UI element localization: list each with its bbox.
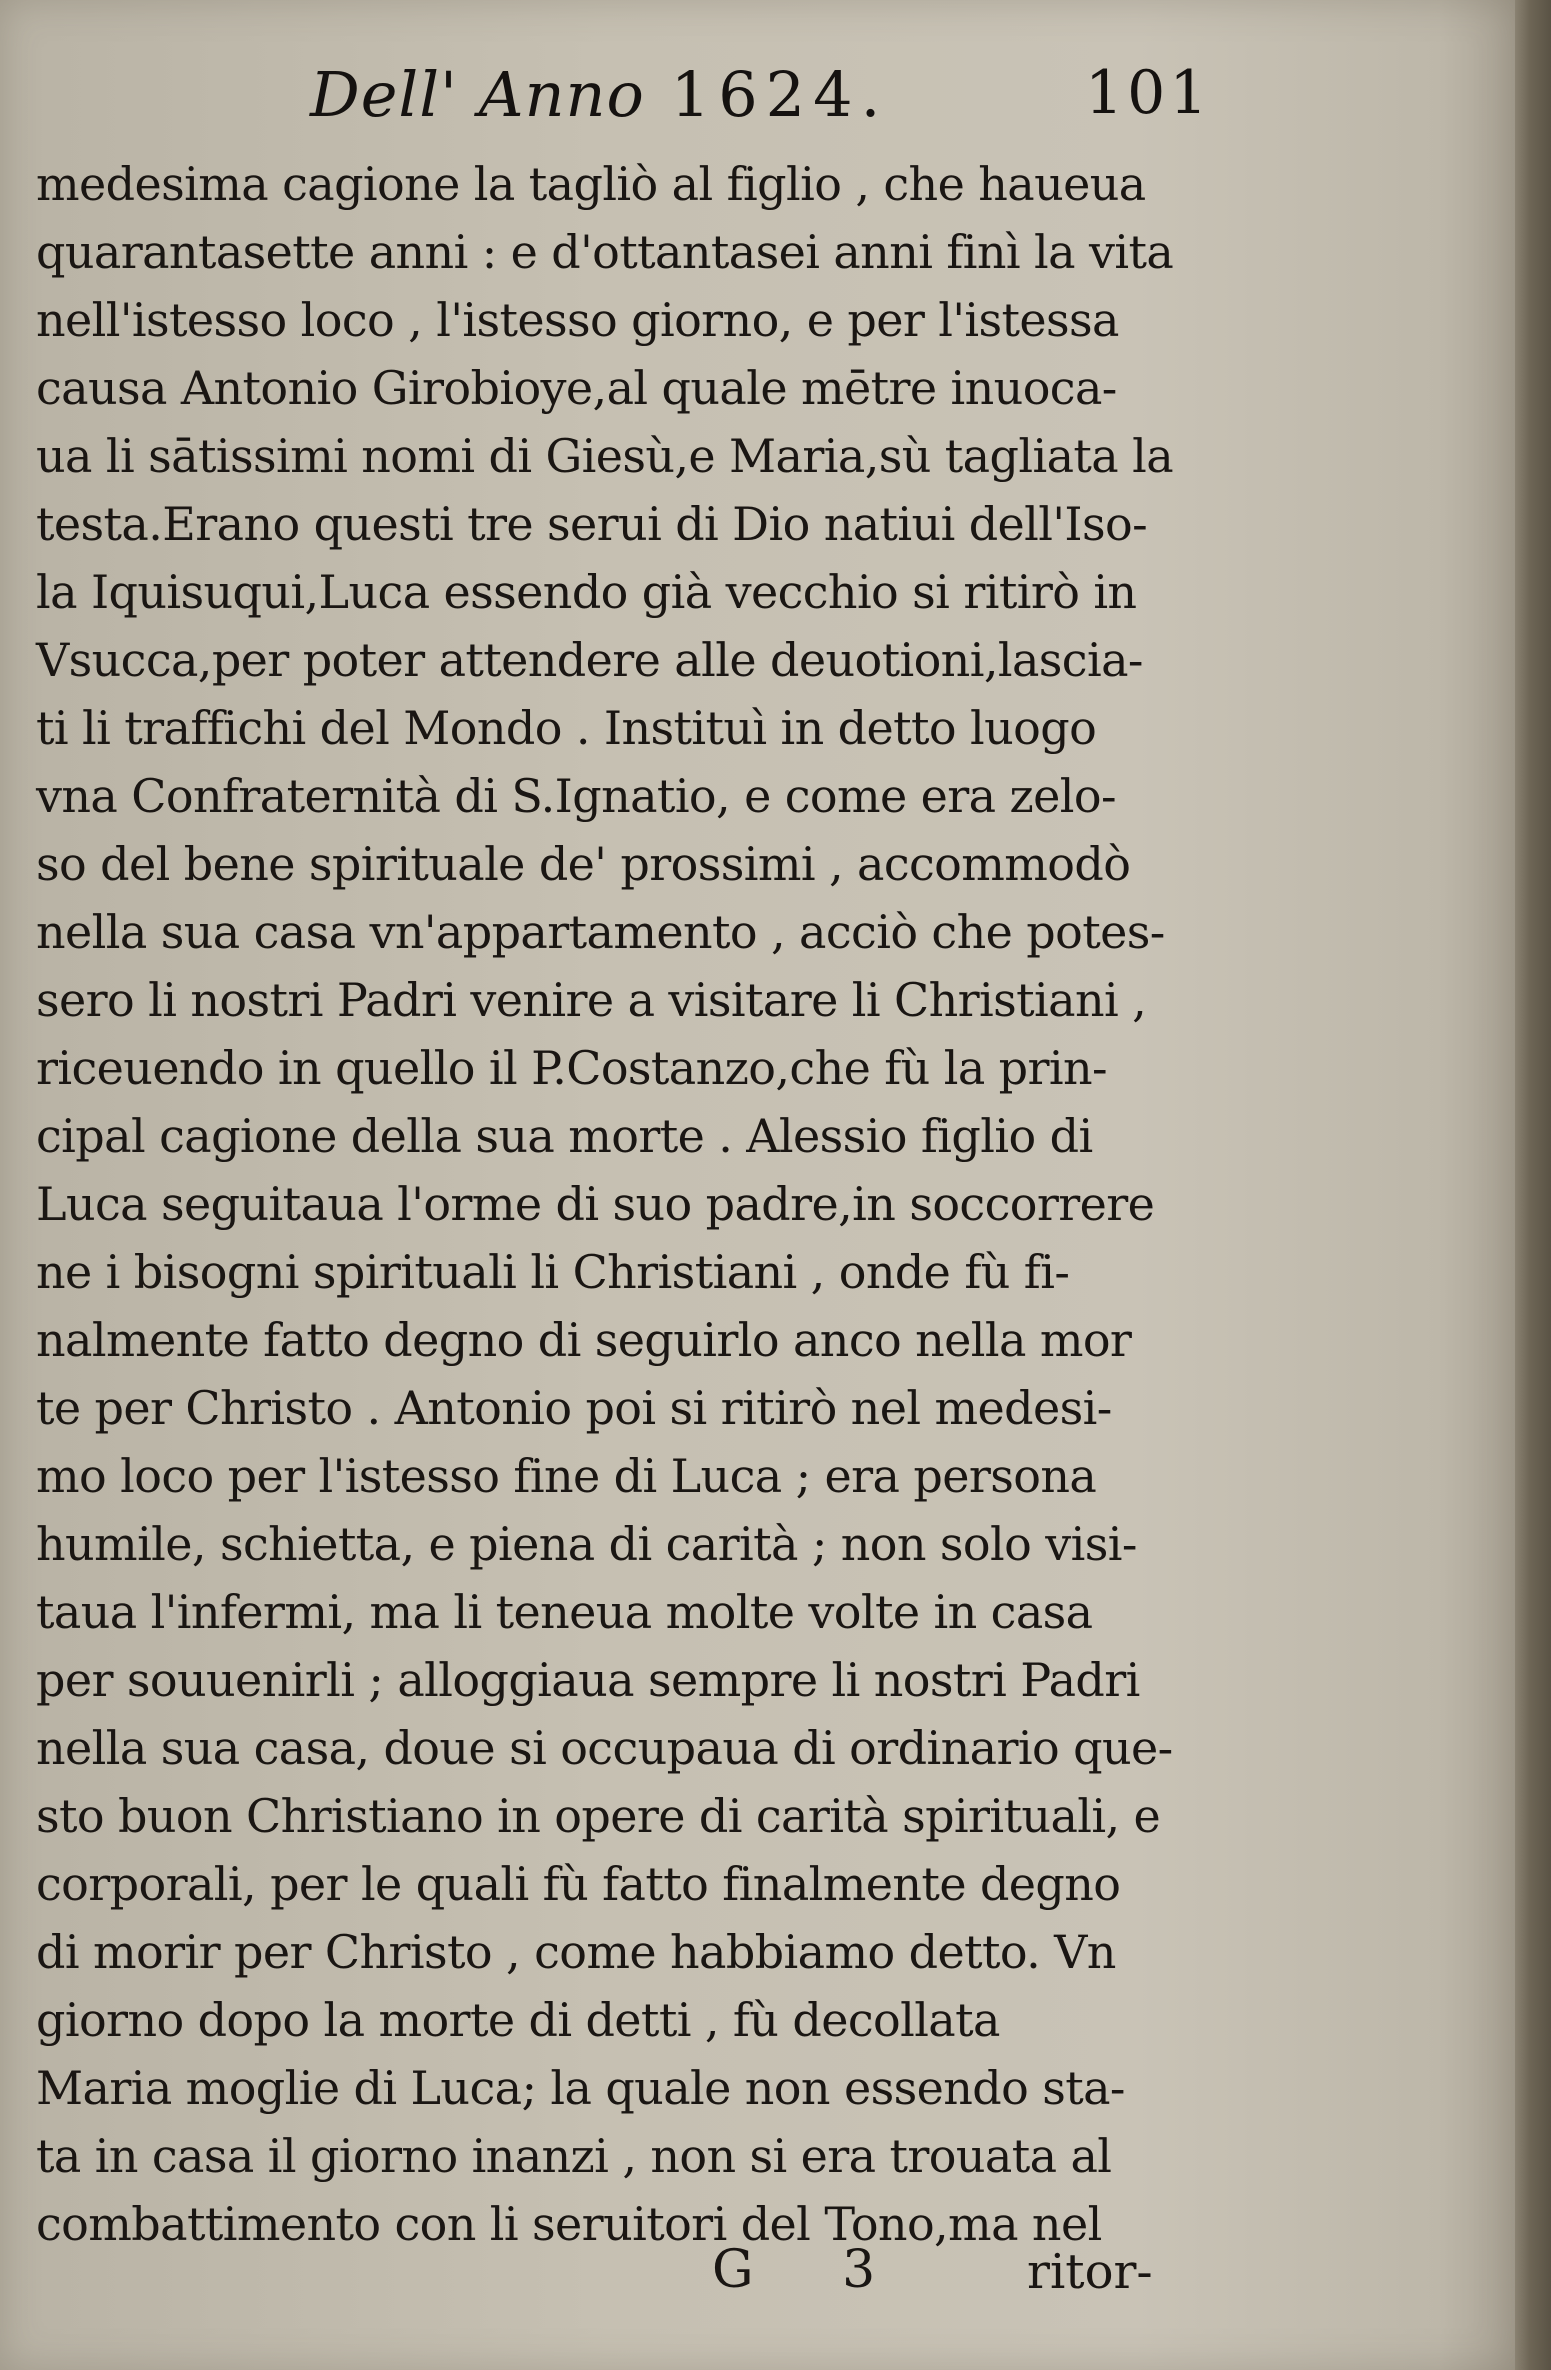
text-line: riceuendo in quello il P.Costanzo,che fù la prin- bbox=[36, 1041, 1107, 1095]
text-line: nell'istesso loco , l'istesso giorno, e per l'istessa bbox=[36, 293, 1119, 347]
text-line: medesima cagione la tagliò al figlio , che haueua bbox=[36, 157, 1146, 211]
text-line: taua l'infermi, ma li teneua molte volte in casa bbox=[36, 1585, 1093, 1639]
running-title-year: 1624. bbox=[670, 58, 889, 131]
catchword: ritor- bbox=[1027, 2244, 1153, 2300]
text-line: so del bene spirituale de' prossimi , accommodò bbox=[36, 837, 1131, 891]
text-line: ne i bisogni spirituali li Christiani , onde fù fi- bbox=[36, 1245, 1070, 1299]
page-header bbox=[0, 50, 1515, 140]
text-line: la Iquisuqui,Luca essendo già vecchio si ritirò in bbox=[36, 565, 1137, 619]
text-line: cipal cagione della sua morte . Alessio figlio di bbox=[36, 1109, 1093, 1163]
text-line: nella sua casa vn'appartamento , acciò che potes- bbox=[36, 905, 1165, 959]
text-line: sero li nostri Padri venire a visitare li Christiani , bbox=[36, 973, 1147, 1027]
page-footer bbox=[0, 2240, 1515, 2310]
text-line: ta in casa il giorno inanzi , non si era trouata al bbox=[36, 2129, 1112, 2183]
text-line: Vsucca,per poter attendere alle deuotioni,lascia- bbox=[36, 633, 1143, 687]
text-line: humile, schietta, e piena di carità ; non solo visi- bbox=[36, 1517, 1137, 1571]
running-title bbox=[310, 58, 888, 131]
text-line: Maria moglie di Luca; la quale non essendo sta- bbox=[36, 2061, 1125, 2115]
text-line: sto buon Christiano in opere di carità spirituali, e bbox=[36, 1789, 1161, 1843]
text-line: te per Christo . Antonio poi si ritirò nel medesi- bbox=[36, 1381, 1112, 1435]
body-text bbox=[36, 150, 1236, 2258]
text-line: per souuenirli ; alloggiaua sempre li nostri Padri bbox=[36, 1653, 1140, 1707]
page-number: 101 bbox=[1085, 58, 1212, 128]
text-line: vna Confraternità di S.Ignatio, e come era zelo- bbox=[36, 769, 1116, 823]
text-line: causa Antonio Girobioye,al quale mētre inuoca- bbox=[36, 361, 1117, 415]
text-line: ti li traffichi del Mondo . Instituì in detto luogo bbox=[36, 701, 1097, 755]
book-page-edge bbox=[1515, 0, 1551, 2370]
text-line: giorno dopo la morte di detti , fù decollata bbox=[36, 1993, 1000, 2047]
text-line: nalmente fatto degno di seguirlo anco nella mor bbox=[36, 1313, 1132, 1367]
text-line: mo loco per l'istesso fine di Luca ; era persona bbox=[36, 1449, 1097, 1503]
text-line: Luca seguitaua l'orme di suo padre,in soccorrere bbox=[36, 1177, 1155, 1231]
text-line: nella sua casa, doue si occupaua di ordinario que- bbox=[36, 1721, 1173, 1775]
text-line: corporali, per le quali fù fatto finalmente degno bbox=[36, 1857, 1121, 1911]
running-title-text: Dell' Anno bbox=[310, 58, 645, 131]
signature-mark: G 3 bbox=[712, 2240, 912, 2300]
text-line: ua li sātissimi nomi di Giesù,e Maria,sù tagliata la bbox=[36, 429, 1174, 483]
text-line: quarantasette anni : e d'ottantasei anni finì la vita bbox=[36, 225, 1174, 279]
text-line: di morir per Christo , come habbiamo detto. Vn bbox=[36, 1925, 1116, 1979]
text-line: testa.Erano questi tre serui di Dio natiui dell'Iso- bbox=[36, 497, 1148, 551]
text-line: combattimento con li seruitori del Tono,ma nel bbox=[36, 2197, 1102, 2251]
